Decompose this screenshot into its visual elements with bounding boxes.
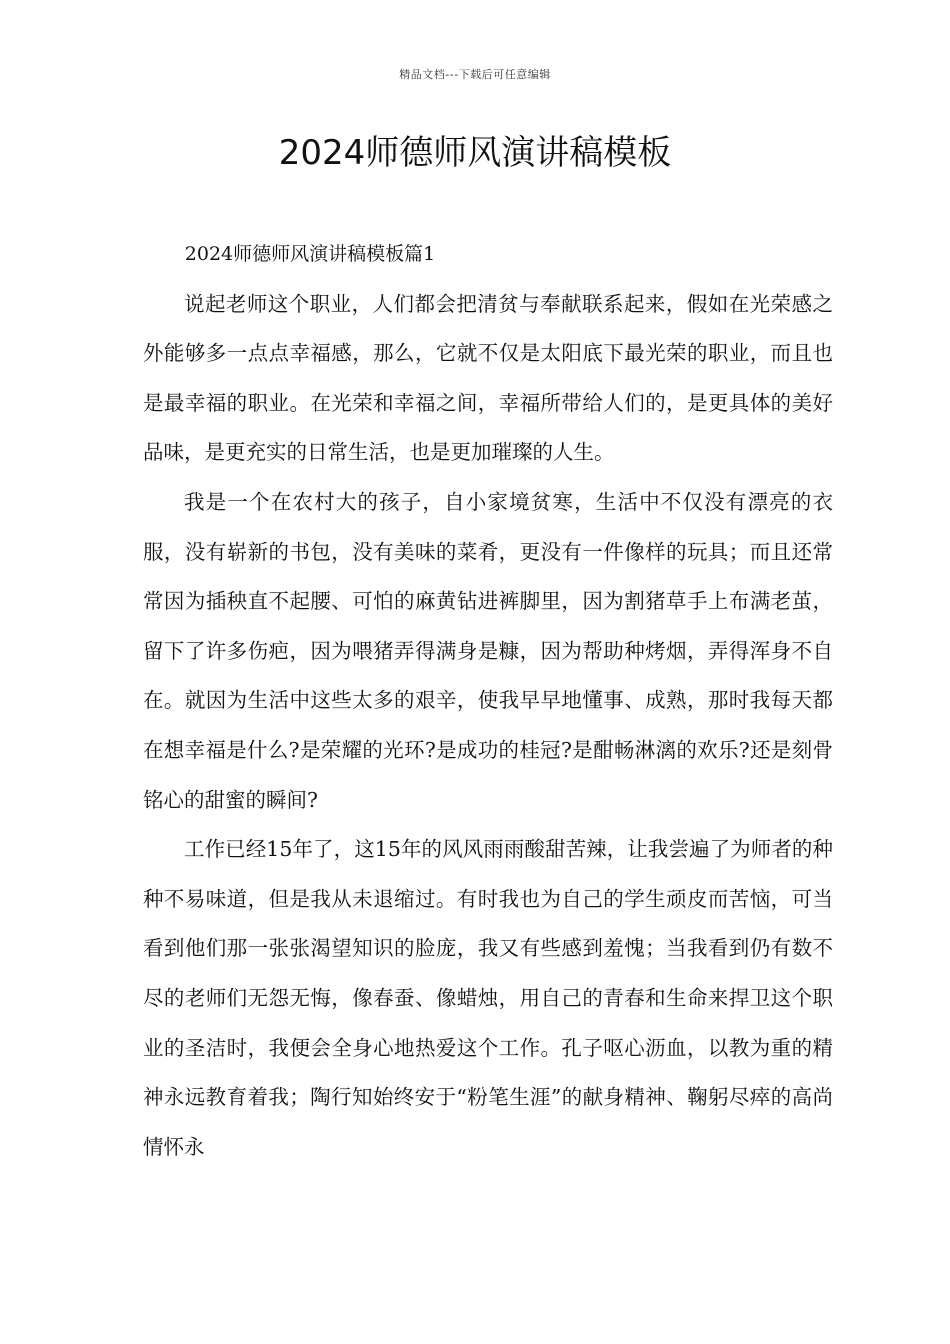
paragraph: 说起老师这个职业，人们都会把清贫与奉献联系起来，假如在光荣感之外能够多一点点幸福感，那么，它就不仅是太阳底下最光荣的职业，而且也是最幸福的职业。在光荣和幸福之间，幸福所带给人们的，是更具体的美好品味，是更充实的日常生活，也是更加璀璨的人生。 [143,291,833,465]
document-title: 2024师德师风演讲稿模板 [278,133,672,173]
paragraph: 我是一个在农村大的孩子，自小家境贫寒，生活中不仅没有漂亮的衣服，没有崭新的书包，没有美味的菜肴，更没有一件像样的玩具；而且还常常因为插秧直不起腰、可怕的麻黄钻进裤脚里，因为割猪草手上布满老茧，留下了许多伤疤，因为喂猪弄得满身是糠，因为帮助种烤烟，弄得浑身不自在。就因为生活中这些太多的艰辛，使我早早地懂事、成熟，那时我每天都在想幸福是什么?是荣耀的光环?是成功的桂冠?是酣畅淋漓的欢乐?还是刻骨铭心的甜蜜的瞬间? [143,489,833,812]
document-body [143,230,833,1172]
section-heading: 2024师德师风演讲稿模板篇1 [184,243,436,265]
header-note: 精品文档---下载后可任意编辑 [399,68,551,81]
paragraph: 工作已经15年了，这15年的风风雨雨酸甜苦辣，让我尝遍了为师者的种种不易味道，但是我从未退缩过。有时我也为自己的学生顽皮而苦恼，可当看到他们那一张张渴望知识的脸庞，我又有些感到羞愧；当我看到仍有数不尽的老师们无怨无悔，像春蚕、像蜡烛，用自己的青春和生命来捍卫这个职业的圣洁时，我便会全身心地热爱这个工作。孔子呕心沥血，以教为重的精神永远教育着我；陶行知始终安于“粉笔生涯”的献身精神、鞠躬尽瘁的高尚情怀永 [143,837,833,1159]
